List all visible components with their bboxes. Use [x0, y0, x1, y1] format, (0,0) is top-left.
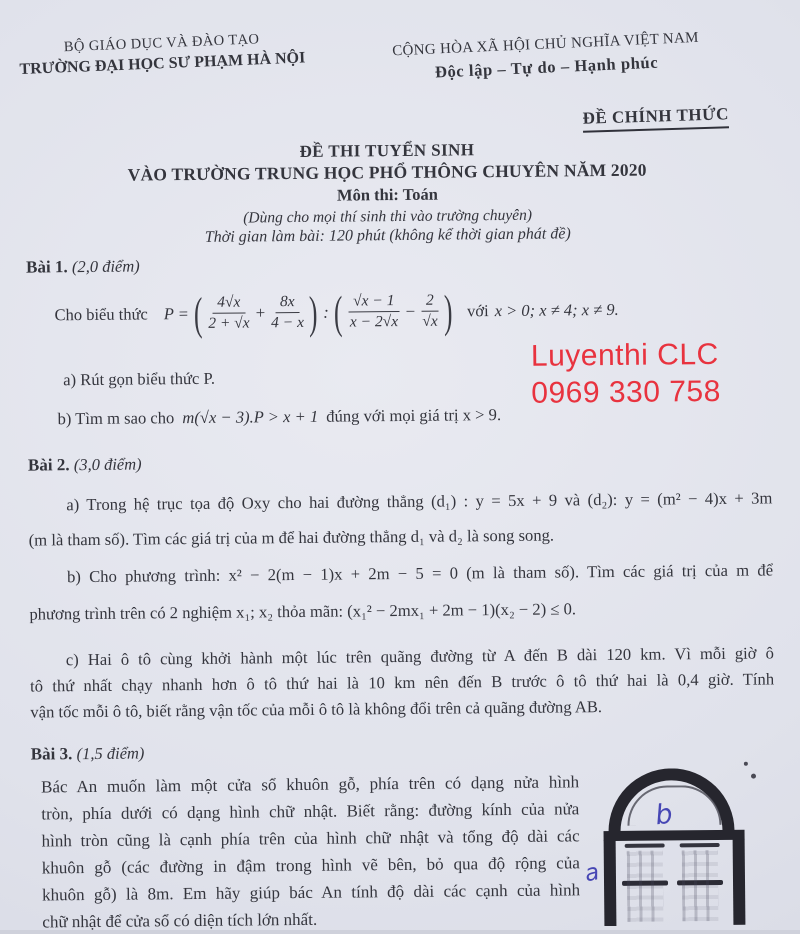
problem3-heading	[31, 743, 145, 764]
problem2-c-line3: vận tốc mỗi ô tô, biết rằng vận tốc của mỗi ô tô là không đổi trên cả quãng đường AB.	[30, 697, 603, 722]
pane-shading	[682, 850, 719, 921]
problem2-c-line2: tô thứ nhất chạy nhanh hơn ô tô thứ hai là 10 km nên đến B trước ô tô thứ hai là 0,4 giờ. Tính	[30, 669, 775, 696]
part-b-pre: b) Tìm m sao cho	[57, 408, 175, 429]
window-springing-bar	[604, 830, 745, 841]
exam-duration-note: Thời gian làm bài: 120 phút (không kể thời gian phát đề)	[204, 225, 571, 246]
minus-sign: −	[404, 301, 417, 321]
watermark	[531, 336, 721, 412]
problem2-c-line1: c) Hai ô tô cùng khởi hành một lúc trên quãng đường từ A đến B dài 120 km. Vì mỗi giờ ô	[65, 643, 774, 670]
problem3-line3: hình tròn cũng là cạnh phía trên của hình chữ nhật và tổng độ dài các	[41, 826, 580, 851]
ministry-line: BỘ GIÁO DỤC VÀ ĐÀO TẠO	[63, 31, 260, 56]
problem2-a-line2: (m là tham số). Tìm các giá trị của m để hai đường thẳng d₁ và d₂ là song song.	[28, 525, 555, 550]
republic-line: CỘNG HÒA XÃ HỘI CHỦ NGHĨA VIỆT NAM	[391, 29, 700, 60]
motto-line: Độc lập – Tự do – Hạnh phúc	[434, 52, 659, 82]
formula-lhs: P =	[163, 303, 189, 323]
problem2-b-line2: phương trình trên có 2 nghiệm x₁; x₂ thỏa mãn: (x₁² − 2mx₁ + 2m − 1)(x₂ − 2) ≤ 0.	[29, 599, 577, 624]
exam-title-line2: VÀO TRƯỜNG TRUNG HỌC PHỔ THÔNG CHUYÊN NĂM 2020	[127, 159, 647, 185]
window-figure	[582, 758, 800, 928]
problem1-part-b	[57, 405, 501, 429]
exam-title-line1: ĐỀ THI TUYỂN SINH	[299, 140, 475, 161]
condition-word: với	[467, 300, 489, 321]
university-line: TRƯỜNG ĐẠI HỌC SƯ PHẠM HÀ NỘI	[19, 49, 306, 79]
watermark-phone: 0969 330 758	[531, 374, 721, 410]
part-b-post: đúng với mọi giá trị x > 9.	[326, 405, 502, 426]
fraction-2	[271, 293, 304, 334]
problem1-domain-condition	[467, 300, 619, 321]
fraction-2-numerator: 8x	[275, 293, 300, 314]
exam-title-block	[0, 137, 778, 248]
handwritten-label-a: a	[582, 859, 602, 888]
problem3-line1: Bác An muốn làm một cửa sổ khuôn gỗ, phía trên có dạng nửa hình	[40, 772, 580, 797]
problem2-b-line1: b) Cho phương trình: x² − 2(m − 1)x + 2m − 5 = 0 (m là tham số). Tìm các giá trị của m để	[66, 560, 774, 587]
close-paren: )	[443, 285, 453, 337]
window-right-pane	[678, 843, 723, 923]
fraction-2-denominator: 4 − x	[271, 314, 305, 332]
problem1-points: (2,0 điểm)	[71, 256, 140, 277]
open-paren: (	[334, 286, 343, 338]
problem3-line6: chữ nhật để cửa sổ có diện tích lớn nhất.	[42, 909, 318, 932]
problem3-line4: khuôn gỗ (các đường in đậm trong hình vẽ bên, bỏ qua độ rộng của	[41, 853, 580, 878]
condition-math: x > 0; x ≠ 4; x ≠ 9.	[494, 299, 619, 320]
problem2-points: (3,0 điểm)	[73, 454, 142, 475]
problem1-heading	[26, 256, 140, 277]
problem3-points: (1,5 điểm)	[76, 743, 145, 764]
problem3-line2: tròn, phía dưới có dạng hình chữ nhật. Biết rằng: đường kính của nửa	[41, 799, 580, 824]
header-republic-block	[357, 28, 734, 86]
pane-shading	[627, 850, 664, 921]
problem2-heading	[28, 454, 142, 475]
division-colon: :	[323, 302, 329, 322]
fraction-1	[208, 293, 250, 334]
fraction-4-numerator: 2	[421, 291, 439, 312]
fraction-3-denominator: x − 2√x	[349, 313, 399, 331]
window-left-pane	[623, 843, 668, 923]
problem1-formula	[163, 285, 454, 339]
exam-subject: Môn thi: Toán	[336, 184, 438, 205]
window-right-jamb	[733, 839, 746, 925]
watermark-brand: Luyenthi CLC	[530, 337, 719, 373]
problem3-line5: khuôn gỗ) là 8m. Em hãy giúp bác An tính độ dài các cạnh của hình	[42, 880, 581, 905]
part-b-inequality: m(√x − 3).P > x + 1	[182, 406, 319, 428]
fraction-4	[421, 291, 439, 331]
window-left-jamb	[604, 840, 617, 926]
problem2-label: Bài 2.	[27, 455, 70, 475]
plus-sign: +	[254, 302, 267, 323]
problem3-label: Bài 3.	[30, 744, 73, 764]
open-paren: (	[194, 287, 203, 339]
exam-audience-note: (Dùng cho mọi thí sinh thi vào trường chuyên)	[243, 206, 533, 227]
problem1-expression	[54, 285, 619, 339]
handwritten-label-b: b	[653, 798, 675, 832]
close-paren: )	[309, 286, 318, 338]
pane-top-rail	[680, 843, 720, 847]
header-ministry-block	[11, 29, 312, 79]
fraction-3	[348, 292, 400, 333]
fraction-1-denominator: 2 + √x	[208, 314, 250, 333]
ink-speck	[744, 762, 748, 766]
fraction-4-denominator: √x	[422, 312, 438, 330]
fraction-1-numerator: 4√x	[212, 293, 245, 314]
official-exam-stamp: ĐỀ CHÍNH THỨC	[582, 104, 729, 132]
problem1-label: Bài 1.	[25, 257, 68, 277]
problem2-a-line1: a) Trong hệ trục tọa độ Oxy cho hai đường thẳng (d₁) : y = 5x + 9 và (d₂): y = (m² − 4)x + 3m	[66, 488, 773, 515]
problem1-part-a: a) Rút gọn biểu thức P.	[63, 368, 216, 390]
problem1-intro-text: Cho biểu thức	[54, 304, 148, 324]
fraction-3-numerator: √x − 1	[348, 292, 400, 313]
pane-top-rail	[625, 843, 665, 847]
ink-speck	[751, 774, 756, 779]
